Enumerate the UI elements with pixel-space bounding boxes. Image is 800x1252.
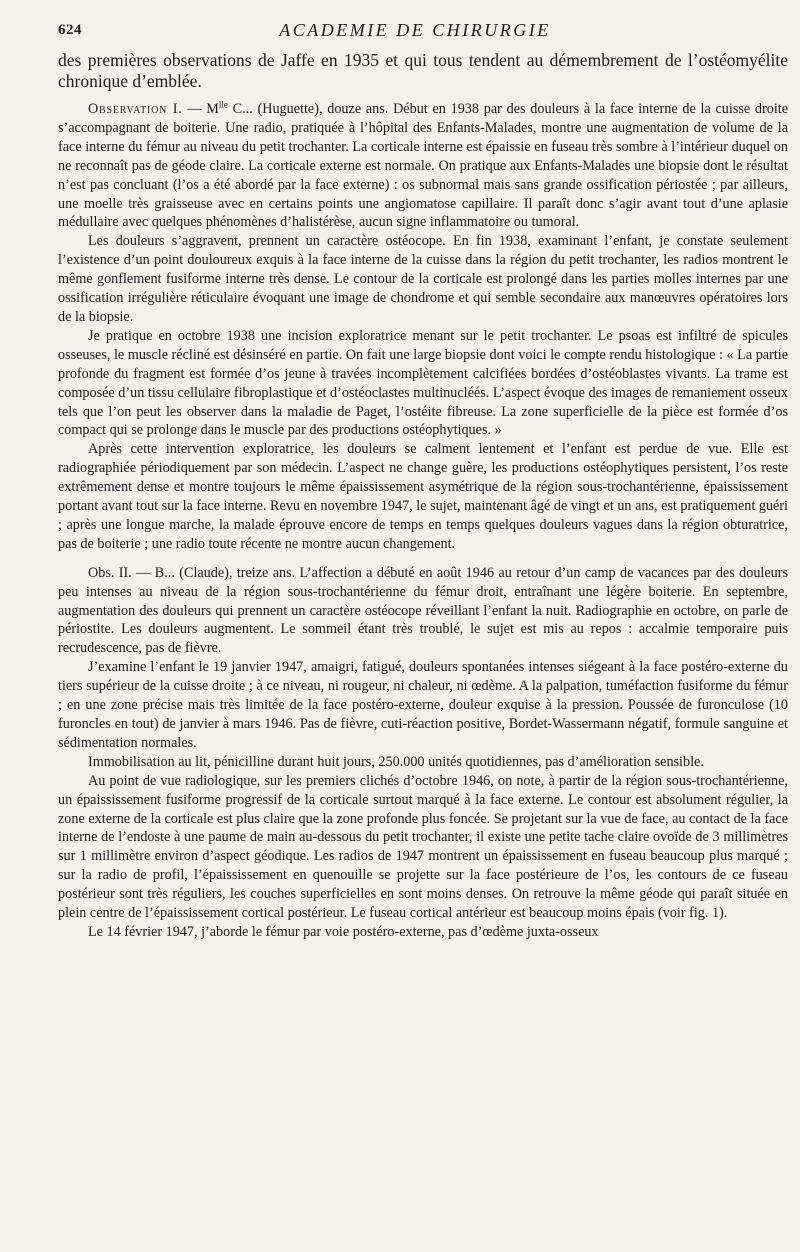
observation-2-intro-text: — B... (Claude), treize ans. L’affection a débuté en août 1946 au retour d’un camp de vacances par des douleurs peu intenses au niveau de la région sous-trochantérienne du fémur droit, entraînant une légère boiterie. En septembre, augmentation des douleurs qui prennent un caractère ostéocope réveillant l’enfant la nuit. Radiographie en octobre, on parle de périostite. Les douleurs augmentent. Le sommeil étant très troublé, le sujet est mis au repos : accalmie temporaire puis recrudescence, pas de fièvre.: [58, 564, 788, 657]
running-title: ACADEMIE DE CHIRURGIE: [279, 20, 551, 40]
observation-1-dash: — M: [182, 101, 219, 117]
observation-1-paragraph-3: Je pratique en octobre 1938 une incision exploratrice menant sur le petit trochanter. Le psoas est infiltré de spicules osseuses, le muscle récliné est désinséré en partie. On fait une large biopsie dont voici le compte rendu histologique : « La partie profonde du fragment est formée d’os jeune à travées incomplètement calcifiées bordées d’ostéoblastes vivants. La trame est composée d’un tissu cellulaire fibroplastique et d’ostéoclastes multinucléés. L’aspect évoque des images de remaniement osseux tels que l’on peut les observer dans la maladie de Paget, l’ostéite fibreuse. La zone superficielle de la pièce est formée d’os compact qui se prolonge dans le muscle par des productions ostéophytiques. »: [58, 327, 788, 439]
observation-2-label: Obs. II.: [88, 564, 132, 581]
section-gap: [58, 554, 788, 564]
observation-1-intro-text: C... (Huguette), douze ans. Début en 1938 par des douleurs à la face interne de la cuisse droite s’accompagnant de boiterie. Une radio, pratiquée à l’hôpital des Enfants-Malades, montre une augmentation de volume de la face interne du fémur au niveau du petit trochanter. La corticale interne est épaissie en fuseau très sombre à l’intérieur duquel on ne reconnaît pas de géode claire. La corticale externe est normale. On pratique aux Enfants-Malades une biopsie dont le résultat n’est pas concluant (l’os a été abordé par la face externe) : os subnormal mais sans grande ossification périostée ; par ailleurs, une moelle très graisseuse avec en certains points une angiomatose capillaire. Il paraît donc s’agir avant tout d’une aplasie médullaire avec quelques phénomènes d’halistérèse, aucun signe inflammatoire ou tumoral.: [58, 101, 788, 231]
observation-1-title-superscript: lle: [218, 99, 228, 110]
observation-2-paragraph-5: Le 14 février 1947, j’aborde le fémur par voie postéro-externe, pas d’œdème juxta-osseux: [88, 923, 599, 940]
observation-2-paragraph: [58, 564, 788, 659]
lead-paragraph: des premières observations de Jaffe en 1935 et qui tous tendent au démembrement de l’ostéomyélite chronique d’emblée.: [58, 50, 788, 91]
observation-1-paragraph-4: Après cette intervention exploratrice, les douleurs se calment lentement et l’enfant est perdue de vue. Elle est radiographiée périodiquement par son médecin. L’aspect ne change guère, les productions ostéophytiques persistent, l’os reste extrêmement dense et montre toujours le même épaississement asymétrique de la région sous-trochantérienne, épaississement portant avant tout sur la face interne. Revu en novembre 1947, le sujet, maintenant âgé de vingt et un ans, est pratiquement guéri ; après une longue marche, la malade éprouve encore de temps en temps quelques douleurs vagues dans la région obturatrice, pas de boiterie ; une radio toute récente ne montre aucun changement.: [58, 441, 788, 552]
observation-1-paragraph-2: Les douleurs s’aggravent, prennent un caractère ostéocope. En fin 1938, examinant l’enfant, je constate seulement l’existence d’un point douloureux exquis à la face interne de la cuisse dans la région du petit trochanter, les radios montrent le même gonflement fusiforme interne très dense. Le contour de la corticale est prolongé dans les parties molles internes par une ossification irrégulière réticulaire évoquant une image de chondrome et qui semble secondaire aux manœuvres opératoires lors de la biopsie.: [58, 233, 788, 325]
observation-1-label: Observation I.: [88, 101, 183, 117]
observation-2-paragraph-2: J’examine l’enfant le 19 janvier 1947, amaigri, fatigué, douleurs spontanées intenses siégeant à la face postéro-externe du tiers supérieur de la cuisse droite ; à ce niveau, ni rougeur, ni chaleur, ni œdème. A la palpation, tuméfaction fusiforme du fémur ; en une zone précise mais très limitée de la face postéro-externe, douleur exquise à la pression. Poussée de furonculose (10 furoncles en tout) de janvier à mars 1946. Pas de fièvre, cuti-réaction positive, Bordet-Wassermann négatif, formule sanguine et sédimentation normales.: [58, 659, 788, 751]
observation-1-paragraph: [58, 100, 788, 232]
page-number: 624: [58, 22, 82, 38]
article-body: [58, 50, 788, 942]
observation-2-paragraph-4: Au point de vue radiologique, sur les premiers clichés d’octobre 1946, on note, à partir de la région sous-trochantérienne, un épaississement fusiforme progressif de la corticale surtout marqué à la face externe. Le contour est absolument régulier, la zone externe de la corticale est plus claire que la zone profonde plus foncée. Se projetant sur la vue de face, au contact de la face interne de l’endoste à une paume de main au-dessous du petit trochanter, il existe une petite tache claire ovoïde de 3 millimètres sur 1 millimètre environ d’aspect géodique. Les radios de 1947 montrent un épaississement en fuseau beaucoup plus marqué ; sur la radio de profil, l’épaississement en quenouille se projette sur la face postérieure de l’os, les contours de ce fuseau postérieur sont très réguliers, les couches superficielles en sont moins denses. On retrouve la même géode qui paraît située en plein centre de l’épaississement cortical postérieur. Le fuseau cortical antérieur est beaucoup moins épais (voir fig. 1).: [58, 772, 788, 922]
page-header: [58, 20, 772, 46]
observation-2-paragraph-3: Immobilisation au lit, pénicilline durant huit jours, 250.000 unités quotidiennes, pas d’amélioration sensible.: [88, 753, 704, 770]
